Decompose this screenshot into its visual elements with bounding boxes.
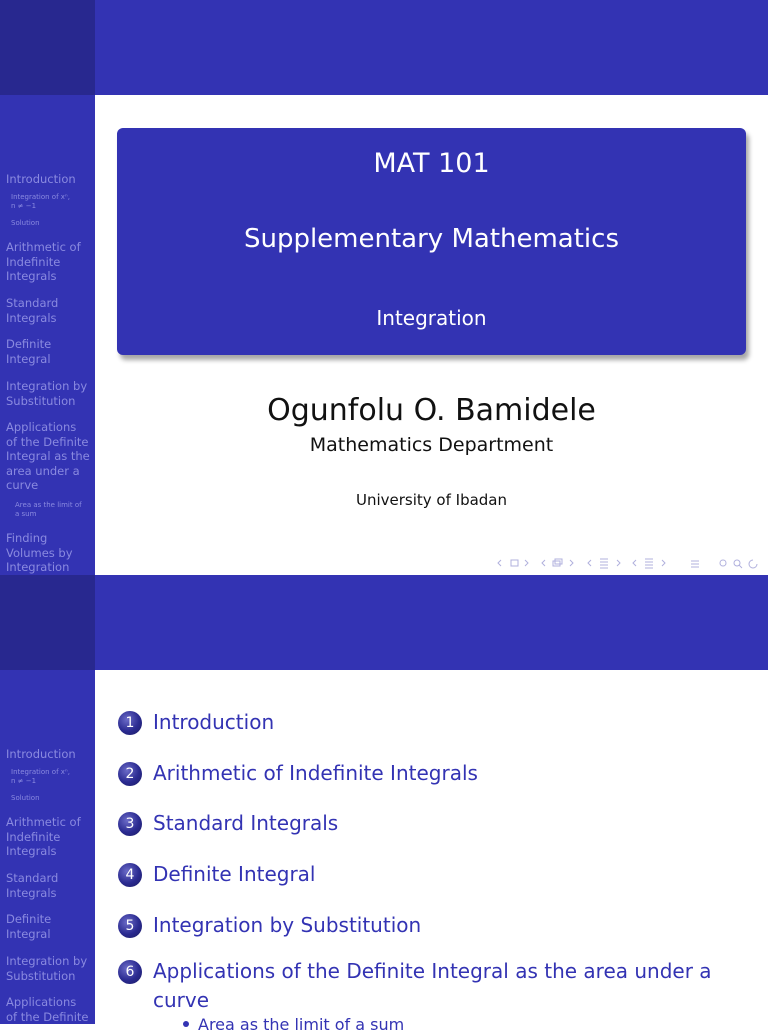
outline-slide bbox=[0, 575, 768, 1034]
course-code: MAT 101 bbox=[373, 148, 490, 179]
item-number-badge: 3 bbox=[118, 812, 142, 836]
author-institution: University of Ibadan bbox=[355, 491, 508, 509]
item-number-badge: 6 bbox=[118, 960, 142, 984]
sidebar-item-arithmetic[interactable]: Arithmetic of Indefinite Integrals bbox=[6, 815, 81, 858]
author-department: Mathematics Department bbox=[309, 434, 554, 456]
sidebar bbox=[0, 670, 95, 1024]
outline-subitem[interactable]: Area as the limit of a sum bbox=[198, 1015, 405, 1034]
sidebar-item-substitution[interactable]: Integration by Substitution bbox=[6, 379, 88, 408]
sidebar-subitem-integration-xn[interactable]: Integration of xⁿ, n ≠ −1 bbox=[11, 193, 70, 210]
beamer-navigation-controls[interactable] bbox=[497, 555, 763, 571]
presentation-title: Supplementary Mathematics bbox=[243, 224, 620, 254]
outline-item-label: Applications of the Definite Integral as the area under a curve bbox=[153, 959, 712, 1012]
sidebar-item-standard-integrals[interactable]: Standard Integrals bbox=[6, 296, 59, 325]
outline-item-label: Introduction bbox=[153, 710, 275, 734]
header-corner bbox=[0, 0, 95, 95]
nav-prev-icon bbox=[498, 560, 501, 566]
refresh-icon bbox=[749, 560, 757, 568]
nav-prev-icon bbox=[542, 560, 545, 566]
header-corner bbox=[0, 575, 95, 670]
nav-next-icon bbox=[662, 560, 665, 566]
sidebar-item-introduction[interactable]: Introduction bbox=[6, 172, 76, 186]
presentation-subtitle: Integration bbox=[376, 306, 487, 330]
sidebar-item-definite-integral[interactable]: Definite Integral bbox=[6, 912, 52, 941]
bullet-icon bbox=[183, 1021, 189, 1027]
nav-next-icon bbox=[570, 560, 573, 566]
title-block bbox=[117, 128, 746, 355]
outline-item-label: Standard Integrals bbox=[153, 811, 339, 835]
sidebar bbox=[0, 95, 95, 575]
outline-item-label: Definite Integral bbox=[153, 862, 316, 886]
item-number-badge: 5 bbox=[118, 914, 142, 938]
sidebar-item-substitution[interactable]: Integration by Substitution bbox=[6, 954, 88, 983]
outline-item-label: Arithmetic of Indefinite Integrals bbox=[153, 761, 478, 785]
header-bar bbox=[95, 0, 768, 95]
author-name: Ogunfolu O. Bamidele bbox=[267, 393, 596, 428]
item-number-badge: 1 bbox=[118, 711, 142, 735]
sidebar-item-introduction[interactable]: Introduction bbox=[6, 747, 76, 761]
sidebar-item-definite-integral[interactable]: Definite Integral bbox=[6, 337, 52, 366]
outline-item-label: Integration by Substitution bbox=[153, 913, 422, 937]
sidebar-item-applications[interactable]: Applications of the Definite bbox=[6, 995, 89, 1024]
nav-prev-icon bbox=[588, 560, 591, 566]
frame-icon bbox=[511, 560, 518, 566]
sidebar-subitem-solution[interactable]: Solution bbox=[11, 219, 40, 227]
sidebar-item-volumes[interactable]: Finding Volumes by Integration bbox=[6, 531, 73, 574]
nav-prev-icon bbox=[633, 560, 636, 566]
sidebar-subitem-area-limit[interactable]: Area as the limit of a sum bbox=[15, 501, 82, 518]
nav-next-icon bbox=[617, 560, 620, 566]
sidebar-subitem-solution[interactable]: Solution bbox=[11, 794, 40, 802]
header-bar bbox=[95, 575, 768, 670]
item-number-badge: 4 bbox=[118, 863, 142, 887]
nav-next-icon bbox=[525, 560, 528, 566]
item-number-badge: 2 bbox=[118, 762, 142, 786]
sidebar-item-arithmetic[interactable]: Arithmetic of Indefinite Integrals bbox=[6, 240, 81, 283]
sidebar-subitem-integration-xn[interactable]: Integration of xⁿ, n ≠ −1 bbox=[11, 768, 70, 785]
sidebar-item-applications[interactable]: Applications of the Definite Integral as the area under a curve bbox=[6, 420, 90, 492]
back-icon bbox=[720, 560, 726, 566]
sidebar-item-standard-integrals[interactable]: Standard Integrals bbox=[6, 871, 59, 900]
